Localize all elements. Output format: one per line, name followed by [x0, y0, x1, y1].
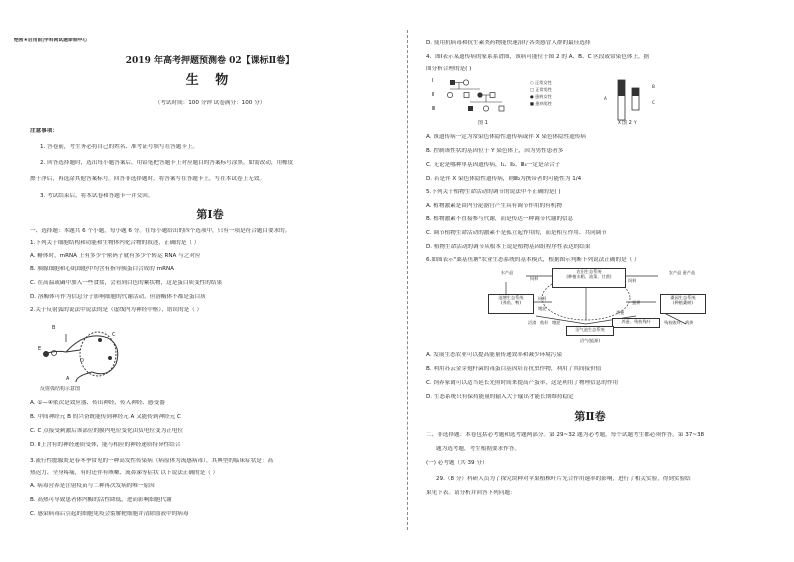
q3-stem: 3.流行性腮腺炎是春冬季常见的一种高发性传染病（病原体为流感病毒），其典型的临床症状是：高: [30, 458, 274, 464]
q4-option: C. 无论是哪种单基因遗传病，Ⅰ₁、Ⅱ₂、Ⅲ₄一定是杂合子: [426, 162, 561, 168]
q1-option: C. 在高温或碱中加入一些食盐，会看到白色的絮状物，这是蛋白质变性的结果: [30, 280, 223, 286]
fig-label: A: [66, 376, 70, 382]
q6-option: C. 饲养家禽可以适当延长光照时间来提高产蛋率，这是利用了物理信息的作用: [426, 380, 619, 386]
generation-label: Ⅲ: [432, 106, 436, 112]
flow-box-silkworm: 养蚕、残枝残叶: [612, 318, 660, 328]
q1-option: A. 糖体时，mRNA 上有多少个密码子就有多少个转运 RNA 与之对应: [30, 253, 201, 259]
fig1-caption: 图 1: [478, 120, 488, 126]
q29-line: 29.（8 分）科研人员为了探究块种对苹果植株叶片光合作用速率的影响，进行了相关实验，得到实验结: [436, 476, 691, 482]
part1-intro: 一、选择题：本题共 6 个小题，每小题 6 分。在每小题给出的四个选项中，只有一项是符合题目要求的。: [30, 228, 291, 234]
flow-box-products: 水产品: [490, 270, 524, 279]
part2-subtitle: (一) 必考题（共 39 分）: [426, 460, 488, 466]
subject-title: 生 物: [185, 73, 235, 88]
page-fold-line: [407, 30, 408, 530]
q4-option: B. 控制该性状的基因位于 Y 染色体上，因为男性患者多: [426, 148, 564, 154]
notice-line: 3. 考试结束后，将本试卷和答题卡一并交回。: [40, 193, 154, 199]
flow-label: 粪便: [616, 310, 625, 315]
notice-line: 1. 答卷前，考生务必将自己的姓名、准考证号填写在答题卡上。: [40, 144, 199, 150]
flow-box-biogas-out: 沼气(能源): [570, 338, 610, 346]
flow-label: 塘泥: [552, 320, 561, 325]
part2-intro: 二、非选择题：本卷包括必考题和选考题两部分。第 29~32 题为必考题，每个试题考生都必须作答。第 37~38: [426, 432, 705, 438]
notice-line: 擦干净后，再选涂其他答案标号。回答非选择题时，将答案写在答题卡上，写在本试卷上无效。: [30, 176, 265, 182]
flow-label: 沼渣: [528, 320, 537, 325]
flow-box-biogas: 沼气池生态系统: [566, 326, 614, 336]
q5-option: A. 植物激素是由内分泌器官产生具有调节作用的有机物: [426, 203, 562, 209]
pedigree-legend-item: ■ 患病男性: [530, 101, 553, 106]
chromosome-figure: [612, 74, 652, 124]
q5-option: C. 调节植物生命活动的激素不是孤立起作用的，而是相互作用、共同调节: [426, 230, 607, 236]
q2-option: A. ①—④依次是效应器、传出神经、传入神经、感受器: [30, 400, 165, 406]
flow-label: 残枝败叶、鸡粪: [664, 320, 694, 325]
pedigree-figure: [440, 76, 530, 120]
q3-option: B. 高热可导致患者体内酶的活性降低，进而影响细胞代谢: [30, 497, 172, 503]
q5-option: D. 植物生命活动的调节从根本上说是植物基因组程序性表达的结果: [426, 244, 591, 250]
q6-stem: 6.如图表示"桑基鱼塘"农业生态系统的基本模式，根据图示判断下列说法正确的是（ ）: [426, 257, 640, 263]
q3-stem-2: 热迟力、全身疼痛，有时还伴有咳嗽、流鼻涕等症状 以下说法正确的是（ ）: [30, 470, 219, 476]
q3-option: A. 病毒营养是注射疫苗与二种再次发病的唯一原因: [30, 483, 155, 489]
q4-option: A. 该遗传病一定为常染色体隐性遗传病或伴 X 染色体隐性遗传病: [426, 134, 587, 140]
chromosome-label: A: [604, 96, 607, 101]
reflex-arc-caption: 反射弧结构示意图: [40, 386, 81, 392]
fig-label: C: [112, 332, 116, 338]
flow-label: 秸秆: [540, 320, 549, 325]
q2-option: B. 中间神经元 B 的兴奋既能传到神经元 A 又能传到神经元 C: [30, 414, 181, 420]
flow-box-pond: 池塘生态系统 (养鱼、鸭): [488, 294, 534, 314]
generation-label: Ⅰ: [432, 78, 434, 84]
flow-box-agri-products: 农产品 蚕产品: [658, 270, 706, 279]
exam-title: 2019 年高考押题预测卷 02【课标Ⅱ卷】: [125, 56, 295, 66]
flow-box-farm: 农田生态系统 (种植水稻、油菜、甘蔗): [552, 268, 626, 288]
fig2-caption: 图 2: [622, 120, 632, 126]
q6-option: D. 生态系统只有保持能量的输入大于输出才能长期维持稳定: [426, 394, 574, 400]
fig-label: B: [52, 325, 56, 331]
notice-line: 2. 回答选择题时，选出每小题答案后，用铅笔把答题卡上对应题目的答案标号涂黑。如需改动，用橡皮: [40, 160, 294, 166]
fig-label: E: [38, 346, 42, 352]
q4-stem: 4．图Ⅰ表示某遗传病的家系系谱图，该病可能位于图 2 的 A、B、C 区段或常染色体上，据: [426, 54, 650, 60]
flow-label: 塘泥: [538, 306, 547, 311]
q4-option: D. 若是伴 X 染色体隐性遗传病，则Ⅲ₂为携带者的可能性为 1/4: [426, 176, 582, 182]
q5-option: B. 植物激素不直接参与代谢，而是传达一种调节代谢的信息: [426, 216, 574, 222]
pedigree-legend-item: □ 正常男性: [530, 87, 553, 92]
part2-title: 第Ⅱ卷: [574, 410, 606, 423]
flow-label: 饲料: [530, 276, 539, 281]
flow-label: 蚕粪: [632, 300, 641, 305]
q1-option: D. 溶酶体可作为信息分子影响细胞的代谢活动，但溶酶体不都是蛋白质: [30, 294, 206, 300]
q3-option: C. 感染病毒后引起的细胞免疫会裂解靶细胞并清除血液中的病毒: [30, 511, 189, 517]
chromosome-label: C: [652, 100, 655, 105]
part2-intro-2: 题为选考题，考生根据要求作答。: [436, 446, 520, 452]
flow-label: 饲料: [628, 278, 637, 283]
pedigree-legend-item: ● 患病女性: [530, 94, 552, 99]
q1-option: B. 胰腺细胞和心肌细胞中均含有指导胰蛋白合成的 mRNA: [30, 266, 174, 272]
q29-line: 果见下表。请分析并回答下列问题：: [426, 490, 516, 496]
pedigree-legend-item: ○ 正常女性: [530, 80, 552, 85]
q1-stem: 1.下列关于细胞结构和功能和生物体内化合物的叙述，正确的是（ ）: [30, 240, 200, 246]
q4-stem-2: 图分析合理的是( ): [426, 66, 472, 72]
part1-title: 第Ⅰ卷: [196, 208, 224, 221]
chromosome-label: B: [652, 84, 655, 89]
q2-option: C. C 点接受刺激后该部位的膜内电位变化由负电位变为正电位: [30, 428, 183, 434]
fig-label: D: [80, 358, 84, 364]
generation-label: Ⅱ: [432, 92, 435, 98]
q5-stem: 5.下列关于植物生命活动的调节的说法中不正确的是( ): [426, 189, 561, 195]
flow-label: 饲料: [538, 296, 547, 301]
notice-title: 注意事项：: [30, 128, 58, 134]
chromosome-label: Y: [634, 120, 637, 125]
q6-option: A. 发展生态农业可以提高能量传递效率和减少环境污染: [426, 352, 562, 358]
flow-box-mulberry: 桑园生态系统 (种植桑树): [660, 294, 706, 314]
q2-stem: 2.关于反射弧的说法中说法的是（虚线内为神经中枢），错误的是（ ）: [30, 307, 203, 313]
q3-option-d: D. 使用抗病毒和抗生素类药物能快速治疗各类感冒人群的最佳选择: [426, 40, 591, 46]
exam-info: （考试时间：100 分钟 试卷满分：100 分）: [154, 100, 266, 106]
chromosome-label: X: [618, 120, 621, 125]
header-note: 绝密★启用前|学科网试题命制中心: [14, 38, 88, 43]
q6-option: B. 利用苏云金芽孢杆菌的毒蛋白基因培育抗虫作物，利用了其间接价值: [426, 366, 602, 372]
q2-option: D. Ⅱ上含有的神经递质受体，能与相应的神经递质特异性结合: [30, 442, 181, 448]
